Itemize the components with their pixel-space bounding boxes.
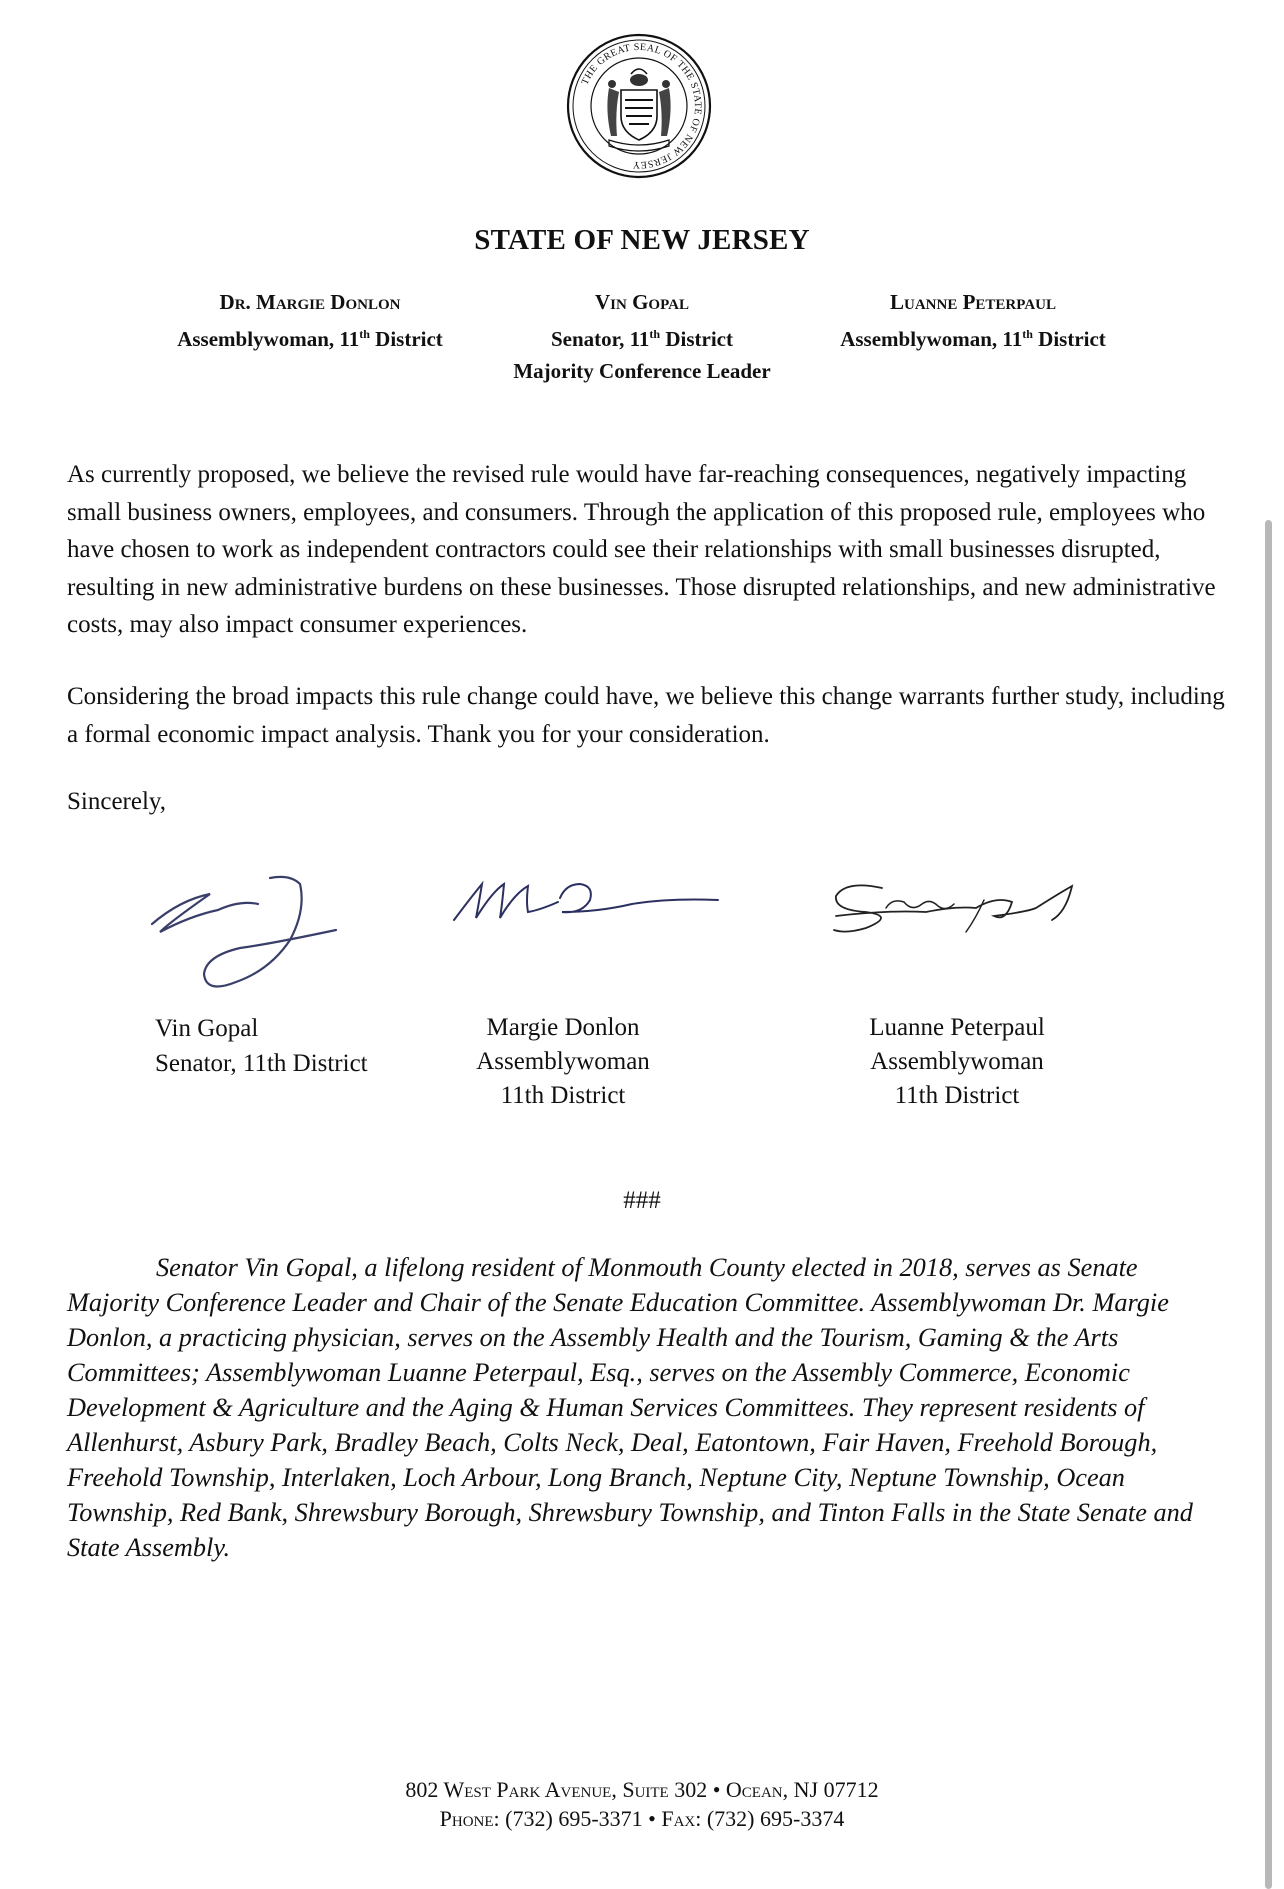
great-seal-nj-icon	[565, 32, 713, 180]
signer-name: Luanne Peterpaul	[869, 1014, 1045, 1041]
scrollbar[interactable]	[1265, 520, 1272, 1889]
signer-district: 11th District	[500, 1082, 626, 1109]
signer-name: Margie Donlon	[486, 1014, 640, 1041]
legislator-name: Dr. Margie Donlon	[219, 290, 401, 314]
legislator-name: Luanne Peterpaul	[890, 290, 1056, 314]
legislator-name: Vin Gopal	[595, 290, 689, 314]
footer	[0, 1775, 1284, 1833]
legislator-role: Majority Conference Leader	[513, 359, 771, 383]
legislator-title: Senator, 11th District	[551, 327, 733, 351]
signer-title: Assemblywoman	[870, 1048, 1044, 1075]
signer-name: Vin Gopal	[155, 1015, 259, 1042]
footer-phone-fax: Phone: (732) 695-3371 • Fax: (732) 695-3374	[439, 1806, 845, 1831]
signer-title: Senator, 11th District	[155, 1050, 368, 1077]
legislator-header-donlon	[145, 286, 475, 355]
legislator-title: Assemblywoman, 11th District	[177, 327, 443, 351]
closing: Sincerely,	[67, 788, 167, 815]
svg-text:THE GREAT SEAL OF THE STATE OF: THE GREAT SEAL OF THE STATE OF NEW JERSEY	[579, 41, 704, 171]
signature-donlon	[448, 872, 724, 942]
signature-gopal	[140, 870, 350, 1000]
footer-address: 802 West Park Avenue, Suite 302 • Ocean, NJ 07712	[405, 1777, 879, 1802]
signer-gopal	[155, 1011, 368, 1081]
page-title: STATE OF NEW JERSEY	[474, 224, 810, 256]
signer-peterpaul	[850, 1011, 1064, 1113]
legislator-title: Assemblywoman, 11th District	[840, 327, 1106, 351]
signature-peterpaul	[826, 872, 1086, 952]
bio-paragraph: Senator Vin Gopal, a lifelong resident of Monmouth County elected in 2018, serves as Senate Majority Conference Leader and Chair of the Senate Education Committee. Assemblywoman Dr. Margie Donlon, a practicing physician, serves on the Assembly Health and the Tourism, Gaming & the Arts Committees; Assemblywoman Luanne Peterpaul, Esq., serves on the Assembly Commerce, Economic Development & Agriculture and the Aging & Human Services Committees. They represent residents of Allenhurst, Asbury Park, Bradley Beach, Colts Neck, Deal, Eatontown, Fair Haven, Freehold Borough, Freehold Township, Interlaken, Loch Arbour, Long Branch, Neptune City, Neptune Township, Ocean Township, Red Bank, Shrewsbury Borough, Shrewsbury Township, and Tinton Falls in the State Senate and State Assembly.	[67, 1253, 1193, 1562]
signer-donlon	[463, 1011, 663, 1113]
legislator-header-gopal	[477, 286, 807, 387]
signer-title: Assemblywoman	[476, 1048, 650, 1075]
body-paragraph-2: Considering the broad impacts this rule change could have, we believe this change warrants further study, including a formal economic impact analysis. Thank you for your consideration.	[67, 683, 1225, 748]
legislator-header-peterpaul	[808, 286, 1138, 355]
signer-district: 11th District	[894, 1082, 1020, 1109]
end-separator: ###	[623, 1187, 661, 1214]
body-paragraph-1: As currently proposed, we believe the revised rule would have far-reaching consequences, negatively impacting small business owners, employees, and consumers. Through the application of this proposed rule, employees who have chosen to work as independent contractors could see their relationships with small businesses disrupted, resulting in new administrative burdens on these businesses. Those disrupted relationships, and new administrative costs, may also impact consumer experiences.	[67, 461, 1216, 638]
